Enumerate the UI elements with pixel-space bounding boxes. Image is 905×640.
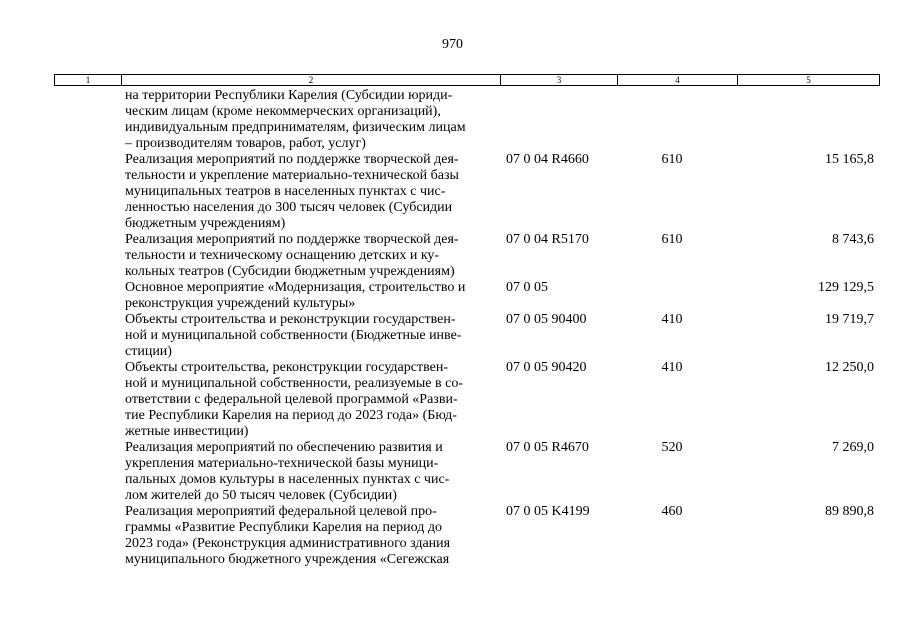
row-code: 07 0 05 xyxy=(506,280,548,295)
description-line: граммы «Развитие Республики Карелия на период до xyxy=(125,520,443,535)
row-amount: 89 890,8 xyxy=(825,504,874,519)
description-line: Основное мероприятие «Модернизация, строительство и xyxy=(125,280,466,295)
description-line: ответствии с федеральной целевой программой «Разви- xyxy=(125,392,458,407)
row-expense-type: 520 xyxy=(661,440,683,455)
description-line: укрепления материально-технической базы муници- xyxy=(125,456,439,471)
description-line: жетные инвестиции) xyxy=(125,424,249,439)
description-line: ленностью населения до 300 тысяч человек (Субсидии xyxy=(125,200,453,215)
row-amount: 19 719,7 xyxy=(825,312,874,327)
row-code: 07 0 05 90420 xyxy=(506,360,587,375)
description-line: на территории Республики Карелия (Субсидии юриди- xyxy=(125,88,453,103)
table-header xyxy=(54,74,880,86)
header-col-1: 1 xyxy=(55,75,122,85)
row-number-cell xyxy=(54,280,121,312)
row-number-cell xyxy=(54,312,121,360)
description-line: стиции) xyxy=(125,344,172,359)
row-code: 07 0 04 R5170 xyxy=(506,232,589,247)
description-line: кольных театров (Субсидии бюджетным учреждениям) xyxy=(125,264,455,279)
description-line: муниципальных театров в населенных пунктах с чис- xyxy=(125,184,446,199)
table-row xyxy=(54,280,880,312)
description-line: тие Республики Карелия на период до 2023 года» (Бюд- xyxy=(125,408,457,423)
table-row xyxy=(54,88,880,152)
description-line: Реализация мероприятий по обеспечению развития и xyxy=(125,440,443,455)
header-col-5: 5 xyxy=(806,75,811,85)
row-description xyxy=(121,280,500,312)
row-code: 07 0 05 R4670 xyxy=(506,440,589,455)
row-code: 07 0 05 90400 xyxy=(506,312,587,327)
row-description xyxy=(121,504,500,568)
row-description xyxy=(121,360,500,440)
table-row xyxy=(54,440,880,504)
description-line: Реализация мероприятий по поддержке творческой дея- xyxy=(125,232,459,247)
row-number-cell xyxy=(54,360,121,440)
row-code: 07 0 04 R4660 xyxy=(506,152,589,167)
row-amount: 129 129,5 xyxy=(818,280,874,295)
row-amount: 8 743,6 xyxy=(832,232,874,247)
row-expense-type: 410 xyxy=(661,360,683,375)
description-line: пальных домов культуры в населенных пунктах с чис- xyxy=(125,472,450,487)
row-expense-type xyxy=(617,88,737,152)
row-amount: 15 165,8 xyxy=(825,152,874,167)
row-number-cell xyxy=(54,232,121,280)
row-amount: 7 269,0 xyxy=(832,440,874,455)
row-description xyxy=(121,312,500,360)
description-line: – производителям товаров, работ, услуг) xyxy=(125,136,366,151)
header-col-4: 4 xyxy=(618,75,738,85)
row-number-cell xyxy=(54,440,121,504)
description-line: муниципального бюджетного учреждения «Сегежская xyxy=(125,552,450,567)
row-description xyxy=(121,152,500,232)
page-number: 970 xyxy=(442,37,463,52)
table-row xyxy=(54,152,880,232)
row-expense-type xyxy=(617,280,737,312)
row-amount: 12 250,0 xyxy=(825,360,874,375)
row-expense-type: 460 xyxy=(661,504,683,519)
description-line: индивидуальным предпринимателям, физическим лицам xyxy=(125,120,466,135)
row-code: 07 0 05 K4199 xyxy=(506,504,590,519)
description-line: реконструкция учреждений культуры» xyxy=(125,296,356,311)
row-description xyxy=(121,88,500,152)
description-line: Реализация мероприятий по поддержке творческой дея- xyxy=(125,152,459,167)
row-amount xyxy=(737,88,878,152)
description-line: тельности и техническому оснащению детских и ку- xyxy=(125,248,440,263)
row-expense-type: 610 xyxy=(661,152,683,167)
description-line: 2023 года» (Реконструкция административного здания xyxy=(125,536,451,551)
table-body xyxy=(54,88,880,568)
description-line: ческим лицам (кроме некоммерческих организаций), xyxy=(125,104,441,119)
description-line: ной и муниципальной собственности (Бюджетные инве- xyxy=(125,328,462,343)
description-line: лом жителей до 50 тысяч человек (Субсидии) xyxy=(125,488,397,503)
table-row xyxy=(54,312,880,360)
table-row xyxy=(54,504,880,568)
row-expense-type: 610 xyxy=(661,232,683,247)
row-number-cell xyxy=(54,504,121,568)
table-row xyxy=(54,360,880,440)
row-code xyxy=(500,88,617,152)
row-number-cell xyxy=(54,88,121,152)
row-number-cell xyxy=(54,152,121,232)
row-description xyxy=(121,232,500,280)
table-row xyxy=(54,232,880,280)
description-line: Реализация мероприятий федеральной целевой про- xyxy=(125,504,437,519)
description-line: Объекты строительства и реконструкции государствен- xyxy=(125,312,456,327)
row-description xyxy=(121,440,500,504)
row-expense-type: 410 xyxy=(661,312,683,327)
description-line: ной и муниципальной собственности, реализуемые в со- xyxy=(125,376,463,391)
description-line: бюджетным учреждениям) xyxy=(125,216,286,231)
description-line: тельности и укрепление материально-технической базы xyxy=(125,168,459,183)
header-col-3: 3 xyxy=(501,75,618,85)
header-col-2: 2 xyxy=(122,75,501,85)
description-line: Объекты строительства, реконструкции государствен- xyxy=(125,360,448,375)
